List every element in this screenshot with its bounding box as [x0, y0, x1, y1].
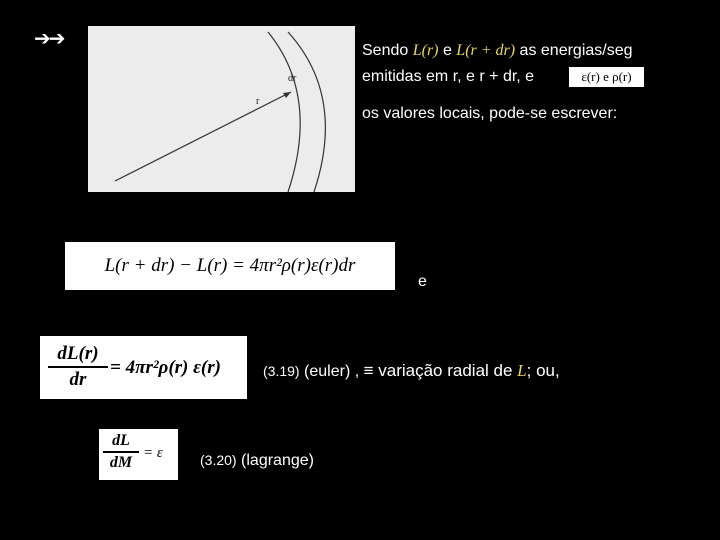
euler-equation-box — [40, 336, 247, 399]
lagrange-rhs: = ε — [143, 445, 163, 461]
euler-fraction — [48, 343, 108, 391]
L-symbol: L — [517, 361, 527, 380]
intro-line-1 — [362, 41, 633, 61]
equiv-symbol: ≡ — [363, 361, 374, 380]
euler-name: (euler) , — [304, 363, 360, 380]
luminosity-difference-equation: L(r + dr) − L(r) = 4πr²ρ(r)ε(r)dr — [65, 242, 395, 290]
L-of-r: L(r) — [412, 42, 439, 59]
outer-shell-arc — [288, 32, 325, 192]
intro-e: e — [438, 42, 457, 59]
shell-figure — [88, 26, 355, 192]
lagrange-fraction — [103, 432, 139, 472]
euler-numerator: dL(r) — [57, 343, 99, 364]
intro-sendo: Sendo — [362, 42, 413, 59]
euler-rhs: = 4πr²ρ(r) ε(r) — [110, 357, 221, 378]
lagrange-caption — [200, 450, 314, 471]
epsilon-rho-inline: ε(r) e ρ(r) — [569, 67, 644, 87]
label-r: r — [256, 96, 260, 107]
lagrange-denominator: dM — [109, 454, 133, 471]
lagrange-equation-box — [99, 429, 178, 480]
intro-energias: as energias/seg — [515, 42, 633, 59]
intro-line-2: emitidas em r, e r + dr, e — [362, 68, 535, 85]
bullet-arrows: ➔➔ — [34, 28, 64, 50]
euler-eq-number: (3.19) — [263, 363, 300, 379]
L-of-r-plus-dr: L(r + dr) — [456, 42, 516, 59]
euler-caption — [263, 361, 560, 382]
lagrange-name: (lagrange) — [241, 452, 314, 469]
radius-line — [115, 92, 291, 181]
euler-denominator: dr — [69, 369, 87, 390]
conjunction-e: e — [418, 273, 427, 290]
shell-diagram — [88, 26, 355, 192]
euler-fraction-bar — [48, 366, 108, 368]
ou-text: ; ou, — [526, 361, 560, 380]
radial-variation-text: variação radial de — [373, 361, 518, 380]
label-dr: dr — [288, 73, 297, 84]
lagrange-fraction-bar — [103, 451, 139, 453]
lagrange-numerator: dL — [112, 432, 130, 449]
intro-line-3: os valores locais, pode-se escrever: — [362, 105, 618, 122]
radius-arrowhead — [283, 92, 291, 98]
lagrange-eq-number: (3.20) — [200, 452, 237, 468]
inner-shell-arc — [268, 32, 300, 192]
